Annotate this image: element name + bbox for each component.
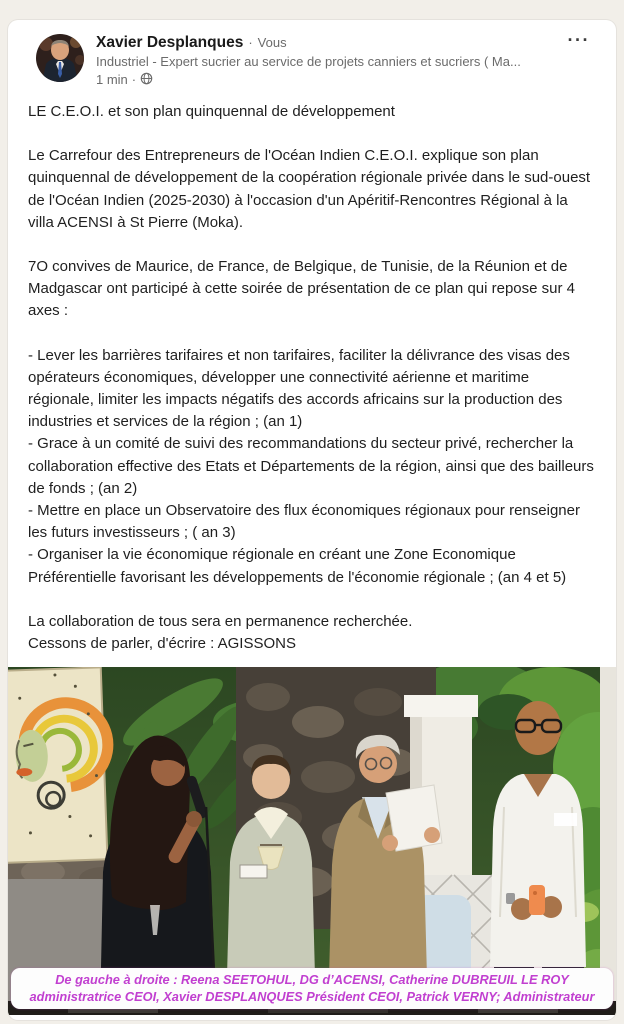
post-closing-line-2: Cessons de parler, d'écrire : AGISSONS bbox=[28, 635, 296, 653]
photo-caption-line-2: administratrice CEOI, Xavier DESPLANQUES Président CEOI, Patrick VERNY; Administrateur bbox=[29, 989, 595, 1005]
post-paragraph: 7O convives de Maurice, de France, de Belgique, de Tunisie, de la Réunion et de Madgascar ont participé à cette soirée de présentation de ce plan qui repose sur 4 axes : bbox=[28, 258, 576, 320]
post-paragraph: Le Carrefour des Entrepreneurs de l'Océan Indien C.E.O.I. explique son plan quinquennal de développement de la coopération régionale privée dans le sud-ouest de l'Océan Indien (2025-2030) à l'occasion d'un Apéritif-Rencontres Régional à la villa ACENSI à St Pierre (Moka). bbox=[28, 147, 591, 231]
post-bullet-4: - Organiser la vie économique régionale en créant une Zone Economique Préférentielle favorisant les développements de l'économie régionale ; (an 4 et 5) bbox=[28, 546, 567, 586]
post-title-line: LE C.E.O.I. et son plan quinquennal de développement bbox=[28, 103, 395, 120]
photo-scene bbox=[8, 667, 616, 1015]
post-bullet-2: - Grace à un comité de suivi des recommandations du secteur privé, rechercher la collaboration effective des Etats et Départements de la région, ainsi que des bailleurs de fonds ; (an 2) bbox=[28, 435, 594, 497]
author-you-badge: Vous bbox=[257, 35, 287, 50]
author-headline: Industriel - Expert sucrier au service de projets canniers et sucriers ( Ma... bbox=[96, 54, 521, 69]
post-header bbox=[8, 20, 616, 88]
post-overflow-menu-button[interactable]: ··· bbox=[562, 26, 596, 55]
author-name[interactable]: Xavier Desplanques bbox=[96, 34, 244, 51]
post-closing bbox=[28, 611, 596, 655]
post-meta bbox=[96, 71, 521, 88]
post-bullet-1: - Lever les barrières tarifaires et non tarifaires, faciliter la délivrance des visas des opérateurs économiques, développer une connectivité aérienne et maritime régionale, limiter les impacts négatifs des accords africains sur la production des industries et services de la région ; (an 1) bbox=[28, 346, 570, 431]
post-bullet-3: - Mettre en place un Observatoire des flux économiques régionaux pour renseigner les futurs investisseurs ; ( an 3) bbox=[28, 502, 580, 542]
avatar[interactable] bbox=[36, 34, 84, 82]
name-separator: · bbox=[248, 35, 253, 50]
photo-painting bbox=[8, 667, 112, 863]
time-separator: · bbox=[131, 72, 137, 87]
post-timestamp: 1 min bbox=[96, 72, 128, 87]
post-closing-line-1: La collaboration de tous sera en permanence recherchée. bbox=[28, 612, 413, 630]
post-photo[interactable] bbox=[8, 667, 616, 1015]
photo-caption-line-1: De gauche à droite : Reena SEETOHUL, DG d’ACENSI, Catherine DUBREUIL LE ROY bbox=[55, 972, 569, 988]
avatar-image bbox=[36, 34, 84, 82]
post-body bbox=[8, 88, 616, 655]
header-info bbox=[96, 34, 521, 88]
post-card bbox=[8, 20, 616, 1020]
photo-caption bbox=[11, 968, 613, 1009]
globe-icon bbox=[140, 72, 153, 88]
